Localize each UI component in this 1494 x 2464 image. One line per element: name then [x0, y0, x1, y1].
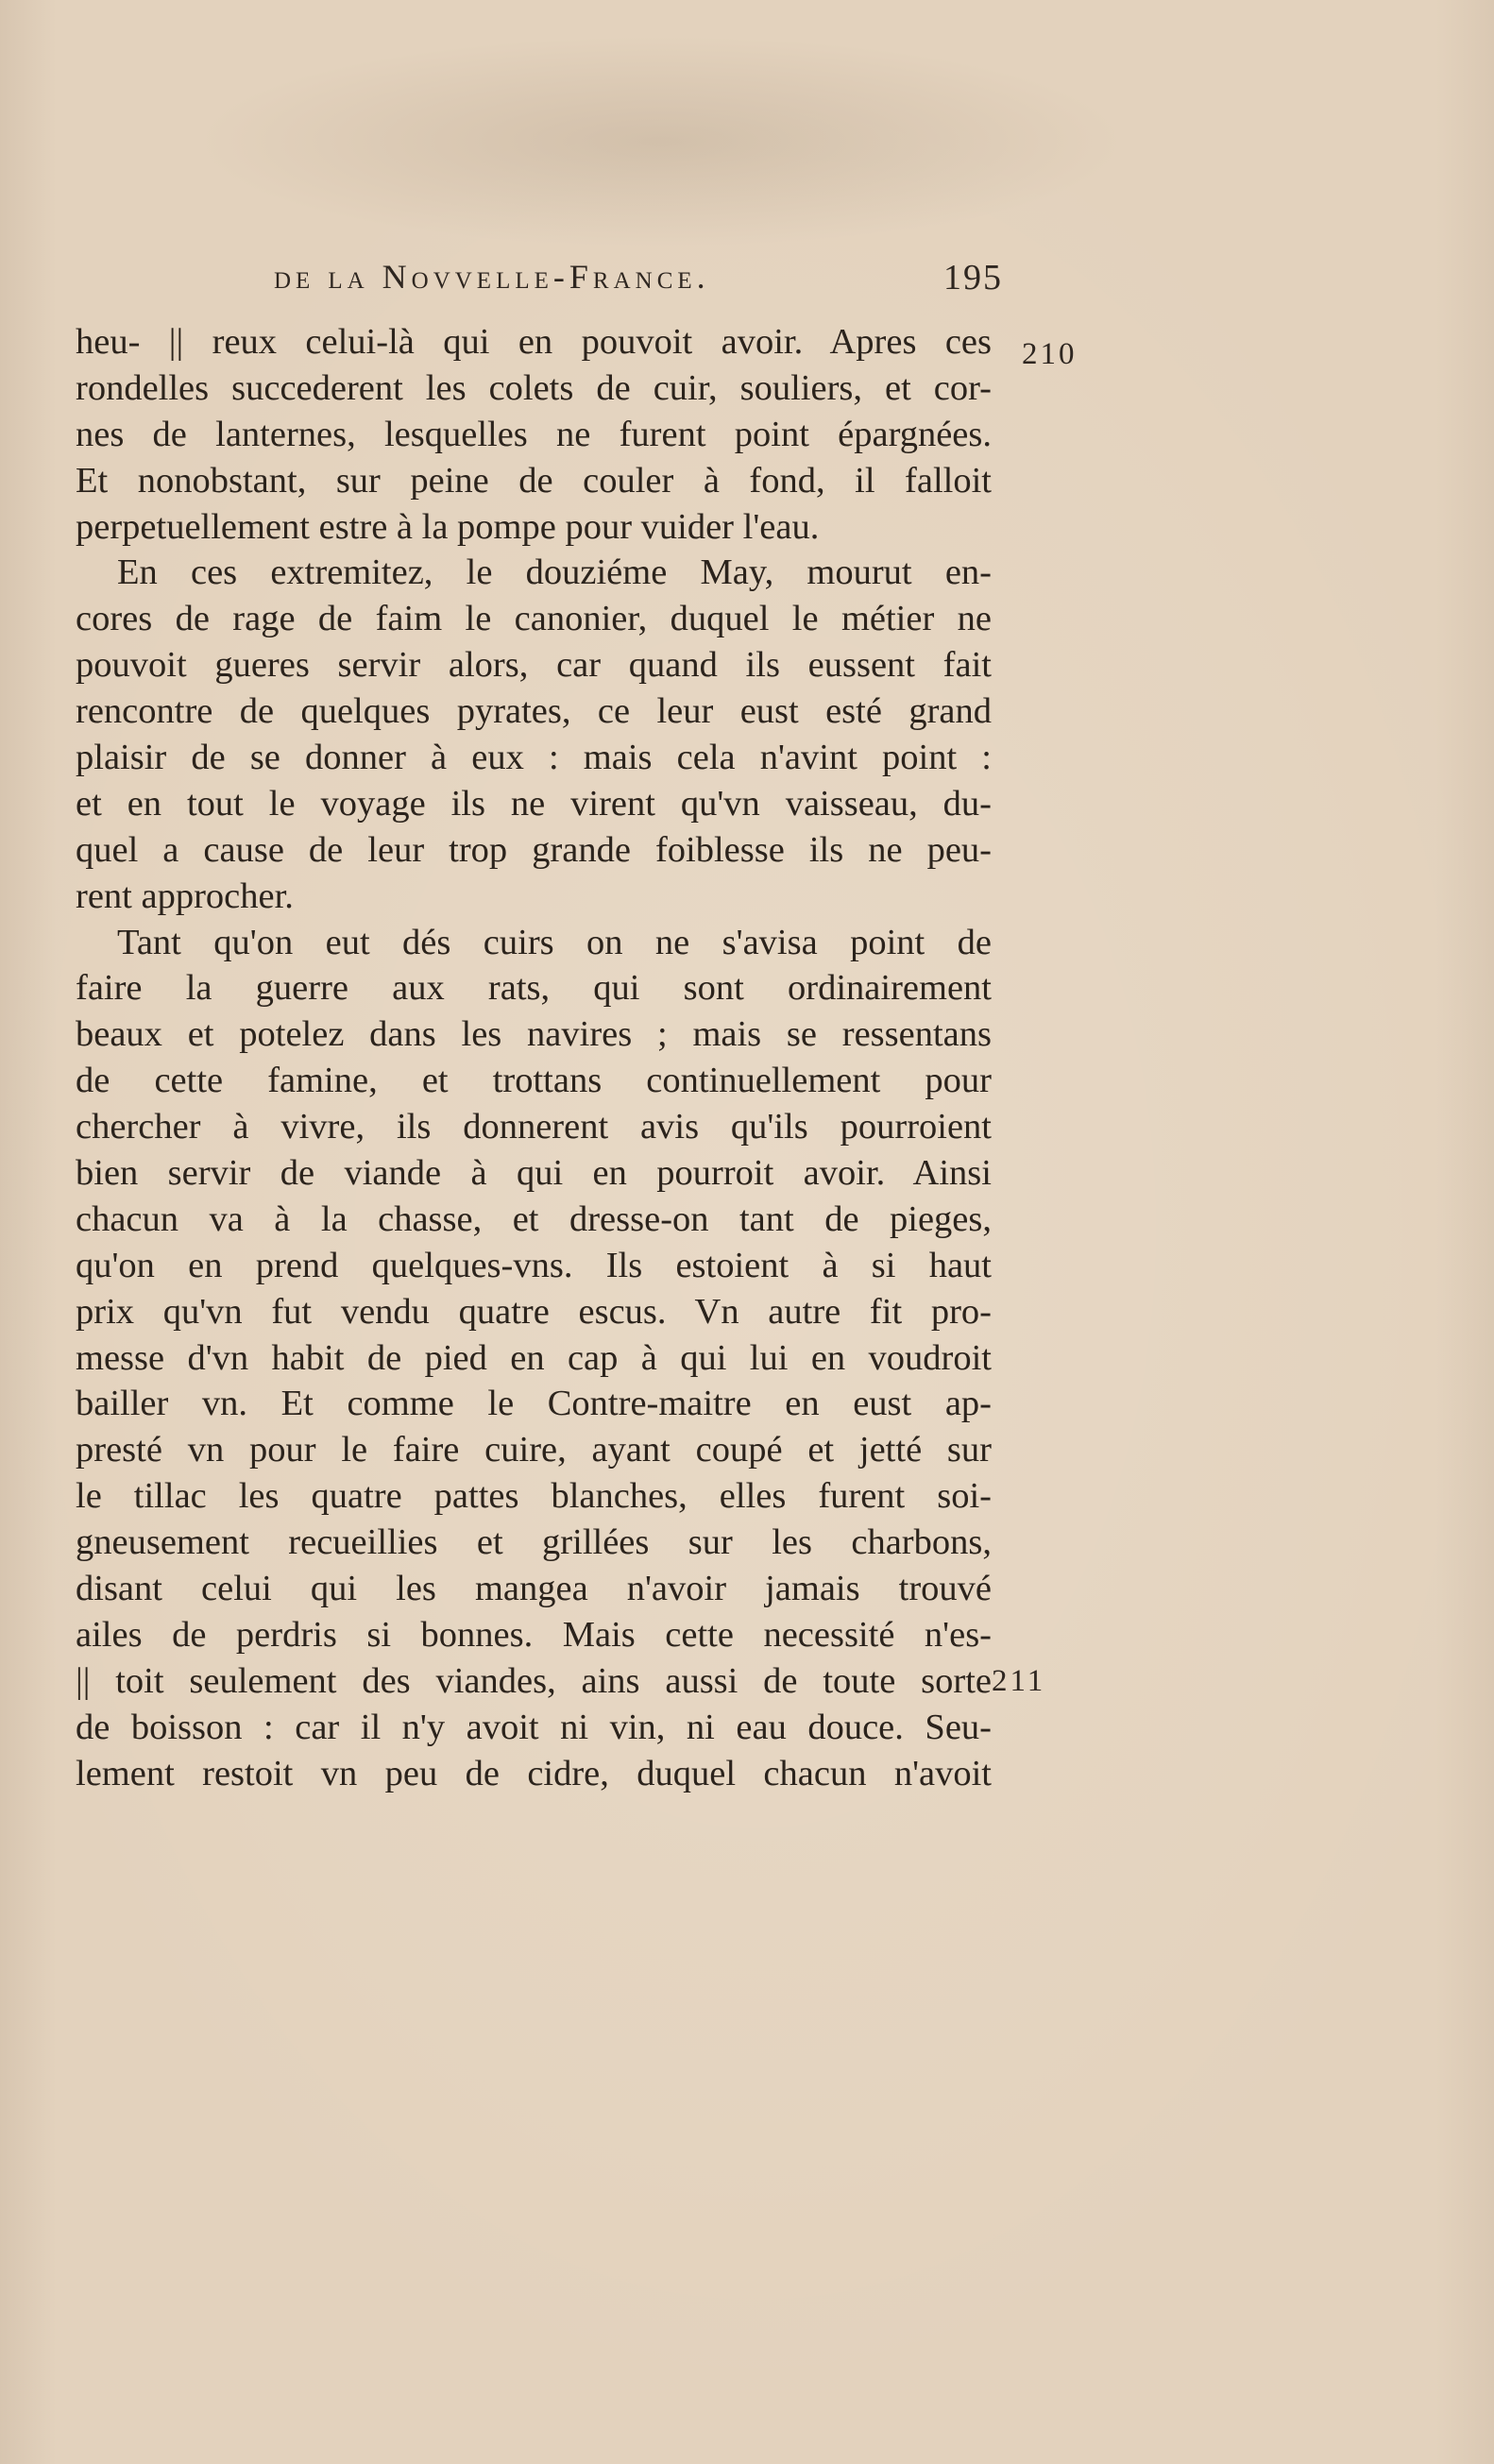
- text-line: disant celui qui les mangea n'avoir jamais trouvé: [76, 1569, 992, 1609]
- text-line: et en tout le voyage ils ne virent qu'vn vaisseau, du-: [76, 783, 992, 824]
- text-line: qu'on en prend quelques-vns. Ils estoient à si haut: [76, 1245, 992, 1285]
- text-line: rencontre de quelques pyrates, ce leur eust esté grand: [76, 691, 992, 732]
- text-line: rondelles succederent les colets de cuir, souliers, et cor-: [76, 367, 992, 408]
- text-line: prix qu'vn fut vendu quatre escus. Vn autre fit pro-: [76, 1291, 992, 1332]
- text-line: messe d'vn habit de pied en cap à qui lui en voudroit: [76, 1337, 992, 1378]
- text-line: beaux et potelez dans les navires ; mais se ressentans: [76, 1014, 992, 1055]
- text-line: nes de lanternes, lesquelles ne furent point épargnées.: [76, 414, 992, 454]
- running-head-title: de la Novvelle-France.: [274, 258, 710, 296]
- running-head: [274, 257, 1003, 304]
- text-line: chacun va à la chasse, et dresse-on tant de pieges,: [76, 1198, 992, 1239]
- page-number: 195: [943, 258, 1003, 297]
- body-text: [76, 319, 992, 1797]
- text-line: gneusement recueillies et grillées sur les charbons,: [76, 1522, 992, 1563]
- text-line: quel a cause de leur trop grande foiblesse ils ne peu-: [76, 829, 992, 870]
- text-line: bailler vn. Et comme le Contre-maitre en eust ap-: [76, 1384, 992, 1424]
- text-line: perpetuellement estre à la pompe pour vuider l'eau.: [76, 506, 820, 547]
- text-line: En ces extremitez, le douziéme May, mourut en-: [117, 552, 992, 593]
- text-line: || toit seulement des viandes, ains aussi de toute sorte: [76, 1660, 992, 1701]
- text-line: lement restoit vn peu de cidre, duquel chacun n'avoit: [76, 1753, 992, 1793]
- text-line: Et nonobstant, sur peine de couler à fond, il falloit: [76, 460, 992, 501]
- text-line: pouvoit gueres servir alors, car quand ils eussent fait: [76, 645, 992, 686]
- text-line: Tant qu'on eut dés cuirs on ne s'avisa point de: [117, 922, 992, 962]
- margin-number: 210: [1022, 337, 1078, 371]
- text-line: ailes de perdris si bonnes. Mais cette necessité n'es-: [76, 1614, 992, 1655]
- text-line: le tillac les quatre pattes blanches, elles furent soi-: [76, 1476, 992, 1517]
- text-line: presté vn pour le faire cuire, ayant coupé et jetté sur: [76, 1430, 992, 1470]
- text-line: bien servir de viande à qui en pourroit avoir. Ainsi: [76, 1153, 992, 1194]
- text-line: de cette famine, et trottans continuellement pour: [76, 1061, 992, 1101]
- text-line: heu- || reux celui-là qui en pouvoit avoir. Apres ces: [76, 322, 992, 362]
- text-line: plaisir de se donner à eux : mais cela n'avint point :: [76, 738, 992, 778]
- text-line: chercher à vivre, ils donnerent avis qu'ils pourroient: [76, 1107, 992, 1147]
- text-line: cores de rage de faim le canonier, duquel le métier ne: [76, 599, 992, 639]
- text-line: faire la guerre aux rats, qui sont ordinairement: [76, 968, 992, 1009]
- text-line: rent approcher.: [76, 875, 294, 916]
- margin-number: 211: [992, 1664, 1046, 1698]
- text-line: de boisson : car il n'y avoit ni vin, ni eau douce. Seu-: [76, 1707, 992, 1747]
